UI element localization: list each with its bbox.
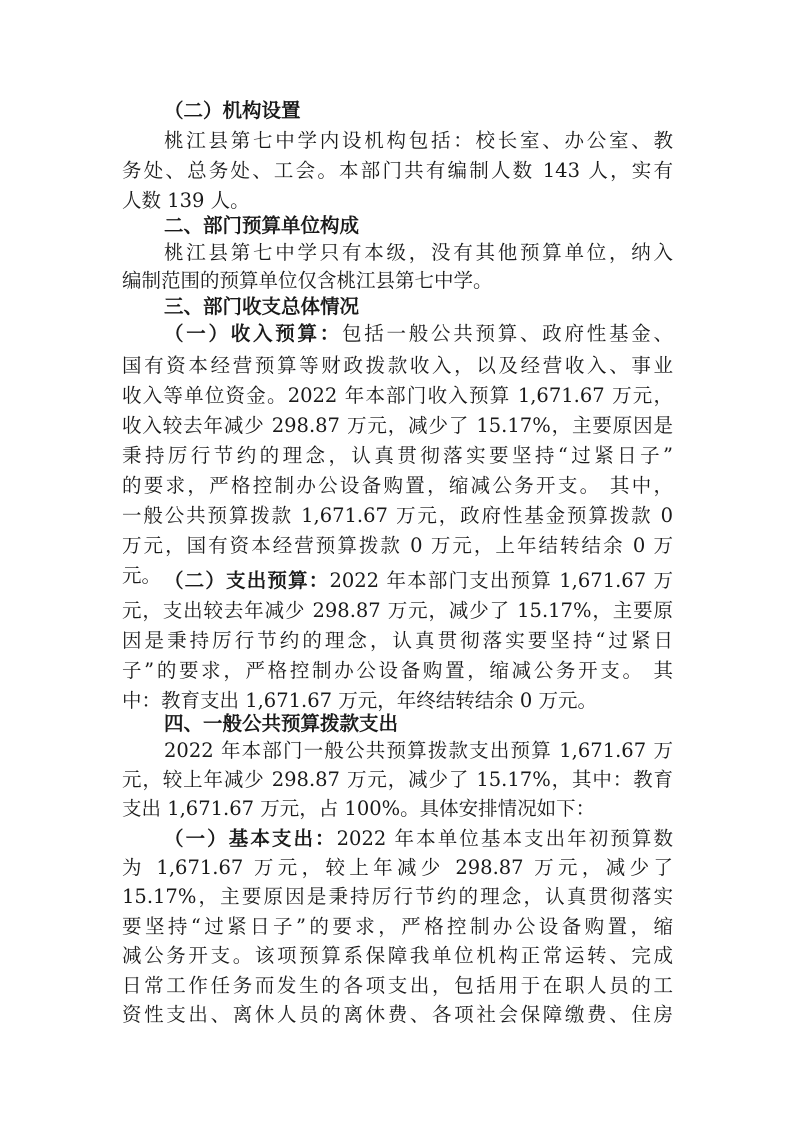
basic-label: （一）基本支出： (164, 827, 337, 850)
basic-first-text: 2022 年本单位基本支出年初预算数 (336, 827, 673, 850)
paragraph-line: 为 1,671.67 万元，较上年减少 298.87 万元，减少了 (122, 856, 673, 879)
income-label: （一）收入预算： (164, 322, 342, 345)
income-first-text: 包括一般公共预算、政府性基金、 (342, 322, 673, 345)
paragraph-line: 要坚持“过紧日子”的要求，严格控制办公设备购置，缩 (122, 915, 673, 938)
paragraph-line: 桃江县第七中学只有本级，没有其他预算单位，纳入 (164, 241, 673, 264)
paragraph-line: 中：教育支出 1,671.67 万元，年终结转结余 0 万元。 (122, 689, 598, 712)
paragraph-line: 元，支出较去年减少 298.87 万元，减少了 15.17%，主要原 (122, 599, 673, 622)
paragraph-line: 2022 年本部门一般公共预算拨款支出预算 1,671.67 万 (164, 739, 673, 762)
expense-first-text: 2022 年本部门支出预算 1,671.67 万 (329, 569, 673, 592)
paragraph-line: 收入等单位资金。2022 年本部门收入预算 1,671.67 万元， (122, 384, 673, 407)
paragraph-line: 资性支出、离休人员的离休费、各项社会保障缴费、住房 (122, 1003, 673, 1026)
section-heading-overall: 三、部门收支总体情况 (164, 295, 360, 318)
paragraph-line: 15.17%，主要原因是秉持厉行节约的理念，认真贯彻落实 (122, 885, 673, 908)
paragraph-line: 减公务开支。该项预算系保障我单位机构正常运转、完成 (122, 944, 673, 967)
paragraph-line: 一般公共预算拨款 1,671.67 万元，政府性基金预算拨款 0 (122, 504, 673, 527)
paragraph-line: 务处、总务处、工会。本部门共有编制人数 143 人，实有 (122, 159, 673, 182)
paragraph-first-line (164, 566, 673, 596)
paragraph-line: 收入较去年减少 298.87 万元，减少了 15.17%，主要原因是 (122, 414, 673, 437)
paragraph-line: 支出 1,671.67 万元，占 100%。具体安排情况如下： (122, 797, 596, 820)
paragraph-line: 的要求，严格控制办公设备购置，缩减公务开支。 其中， (122, 474, 673, 497)
paragraph-first-line (164, 824, 673, 854)
paragraph-line: 万元，国有资本经营预算拨款 0 万元，上年结转结余 0 万 (122, 534, 673, 557)
expense-label: （二）支出预算： (164, 569, 330, 592)
paragraph-line: 元，较上年减少 298.87 万元，减少了 15.17%，其中：教育 (122, 768, 673, 791)
paragraph-line: 国有资本经营预算等财政拨款收入，以及经营收入、事业 (122, 354, 673, 377)
paragraph-first-line (164, 319, 673, 349)
paragraph-line: 日常工作任务而发生的各项支出，包括用于在职人员的工 (122, 974, 673, 997)
section-heading-org: （二）机构设置 (164, 99, 301, 122)
paragraph-line: 编制范围的预算单位仅含桃江县第七中学。 (122, 269, 493, 292)
paragraph-line: 子”的要求，严格控制办公设备购置，缩减公务开支。 其 (122, 659, 673, 682)
section-heading-units: 二、部门预算单位构成 (164, 214, 360, 237)
paragraph-line: 因是秉持厉行节约的理念，认真贯彻落实要坚持“过紧日 (122, 629, 673, 652)
section-heading-general: 四、一般公共预算拨款支出 (164, 712, 399, 735)
paragraph-line: 桃江县第七中学内设机构包括：校长室、办公室、教 (164, 129, 673, 152)
paragraph-line: 元。 (122, 564, 162, 587)
paragraph-line: 人数 139 人。 (122, 189, 250, 212)
paragraph-line: 秉持厉行节约的理念，认真贯彻落实要坚持“过紧日子” (122, 444, 673, 467)
